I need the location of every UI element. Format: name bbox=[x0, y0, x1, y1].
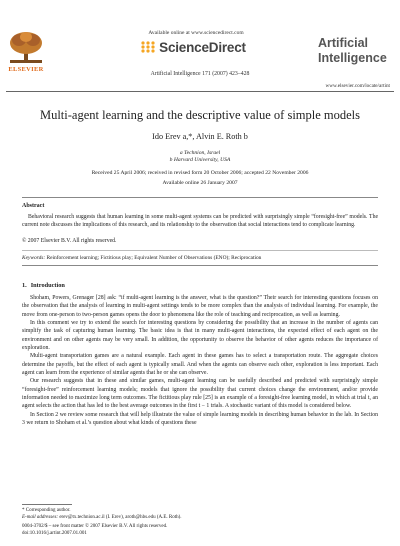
paper-title: Multi-agent learning and the descriptive value of simple models bbox=[39, 108, 361, 122]
abstract-top-rule bbox=[22, 197, 378, 198]
abstract-mid-rule bbox=[22, 250, 378, 251]
abstract-bottom-rule bbox=[22, 265, 378, 266]
section-number: 1. bbox=[22, 282, 27, 289]
header-divider bbox=[6, 91, 394, 92]
author-list: Ido Erev a,*, Alvin E. Roth b bbox=[152, 132, 248, 141]
abstract-copyright: © 2007 Elsevier B.V. All rights reserved. bbox=[22, 238, 117, 244]
abstract-text: Behavioral research suggests that human learning in some multi-agent systems can be predicted with surprisingly simple “foresight-free” models. The current note discusses the implications of this research, and its relationship to the observation that social interactions tend to complicate learning. bbox=[22, 214, 378, 228]
journal-name-line2: Intelligence bbox=[318, 51, 387, 65]
email-addresses[interactable]: erev@tx.technion.ac.il (I. Erev), aroth@hbs.edu (A.E. Roth). bbox=[58, 515, 182, 520]
journal-name-line1: Artificial bbox=[318, 36, 369, 50]
affiliation-a: a Technion, Israel bbox=[179, 150, 221, 156]
sciencedirect-label: ScienceDirect bbox=[159, 39, 246, 55]
body-paragraph: In this comment we try to extend the search for interesting questions by considering the possibility that an increase in the number of agents can simplify the task of capturing human learning. The basic idea is that in many multi-agent interactions, the expected effect of each agent on the environment and on other agents may be very small. In addition, the opportunity to observe the behavior of other agents reduces the importance of exploration. bbox=[22, 320, 378, 352]
section-body bbox=[22, 294, 378, 428]
available-online-date: Available online 26 January 2007 bbox=[162, 180, 238, 186]
body-paragraph: Our research suggests that in these and similar games, multi-agent learning can be usefully described and predicted with surprisingly simple “foresight-free” reinforcement learning models; models that ignore the possibility that current choices change the environment, and/or provide information needed to maximize long term outcomes. The fictitious play rule [25] is an example of a foresight-free learning model, in which at trial t, an agent selects the action that has led to the best average outcomes in the first t − 1 trials. A stochastic variant of this model is considered below. bbox=[22, 378, 378, 410]
body-paragraph: In Section 2 we review some research that will help illustrate the value of simple learning models in describing human behavior in the lab. In Section 3 we return to Shoham et al.’s question about what kinds of questions these bbox=[22, 411, 378, 427]
affiliation-b: b Harvard University, USA bbox=[169, 157, 231, 163]
section-title: Introduction bbox=[30, 282, 65, 289]
publisher-name: ELSEVIER bbox=[8, 66, 44, 73]
journal-reference: Artificial Intelligence 171 (2007) 423–428 bbox=[150, 71, 250, 77]
section-heading bbox=[22, 282, 65, 289]
body-paragraph: Multi-agent transportation games are a natural example. Each agent in these games has to select a transportation route. The aggregate choices determine the payoffs, but the effect of each agent is typically small. And when the agents can observe each other, exploration is less important. Each agent can learn from the experience of similar agents that he or she can observe. bbox=[22, 353, 378, 377]
email-label: E-mail addresses: bbox=[22, 515, 59, 520]
body-paragraph: Shoham, Powers, Grenager [28] ask: “if multi-agent learning is the answer, what is the question?” Their search for interesting questions focuses on the observation that the analysis of learning in multi-agent settings tends to be more complex than the analysis of individual learning. For example, the move from one-person to two-person games opens the door to phenomena like the role of teaching and reciprocation, as well as learning. bbox=[22, 295, 378, 318]
abstract-heading: Abstract bbox=[22, 203, 45, 209]
corresponding-author-note: * Corresponding author. bbox=[22, 508, 71, 513]
available-online-notice: Available online at www.sciencedirect.com bbox=[148, 30, 244, 36]
elsevier-tree-logo bbox=[6, 30, 46, 64]
sciencedirect-brand bbox=[118, 38, 268, 56]
issn-line: 0004-3702/$ – see front matter © 2007 Elsevier B.V. All rights reserved. bbox=[22, 524, 168, 529]
keywords-label: Keywords: bbox=[22, 255, 46, 261]
email-footnote bbox=[22, 515, 182, 520]
doi-link[interactable]: doi:10.1016/j.artint.2007.01.001 bbox=[22, 531, 87, 536]
footnote-rule bbox=[22, 504, 72, 505]
received-dates: Received 25 April 2006; received in revised form 20 October 2006; accepted 22 November 2006 bbox=[91, 170, 309, 176]
sciencedirect-dots-icon bbox=[140, 40, 156, 54]
journal-url[interactable]: www.elsevier.com/locate/artint bbox=[325, 83, 390, 89]
keywords-list: Reinforcement learning; Fictitious play; Equivalent Number of Observations (ENO); Reciprocation bbox=[45, 255, 262, 261]
keywords bbox=[22, 255, 378, 261]
